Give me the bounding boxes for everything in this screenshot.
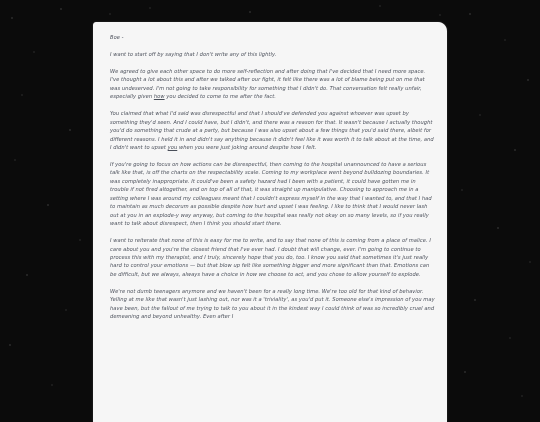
letter-page [93,22,447,422]
paragraph-3-text-b: when you were just joking around despite how I felt. [177,145,317,152]
underlined-word-you: you [167,145,178,152]
letter-paragraph-4: If you're going to focus on how actions can be disrespectful, then coming to the hospital unannounced to have a serious talk like that, is off the charts on the respectability scale. Coming to my workplace went beyond bulldozing boundaries. It was completely inappropriate. It could've been a safety hazard had I been with a patient, it could have gotten me in trouble if not fired altogether, and on top of all of that, it was straight up manipulative. Choosing to approach me in a setting where I was around my colleagues meant that I couldn't express myself in the way that I wanted to, and that I had to maintain as much decorum as possible despite how hurt and upset I was feeling. I like to think that I would never lash out at you in an explode-y way anyway, but coming to the hospital was really not okay on so many levels, so if you really want to talk about disrespect, then I think you should start there. [110,161,432,228]
letter-paragraph-2 [110,68,436,102]
letter-paragraph-3 [110,110,436,152]
letter-paragraph-5: I want to reiterate that none of this is easy for me to write, and to say that none of this is coming from a place of malice. I care about you and you're the closest friend that I've ever had. I doubt that will change, ever. I'm going to continue to process this with my therapist, and I truly, sincerely hope that you do, too. I know you said that sometimes it's just really hard to control your emotions — but that blow up felt like something bigger and more significant than that. Emotions can be difficult, but we always, always have a choice in how we choose to act, and you chose to allow yourself to explode. [110,238,431,278]
paragraph-2-text-a: We agreed to give each other space to do more self-reflection and after doing that I've decided that I need more space. I've thought a lot about this and after we talked after our fight, it felt like there was a lot of blame being put on me that was undeserved. I'm not going to take responsibility for something that I didn't do. That conversation felt really unfair, especially given [110,68,426,101]
paragraph-2-text-b: you decided to come to me after the fact. [164,94,276,101]
underlined-word-how: how [153,94,165,101]
letter-body [110,34,436,330]
letter-paragraph-1: I want to start off by saying that I don't write any of this lightly. [110,51,277,58]
letter-paragraph-6: We're not dumb teenagers anymore and we haven't been for a really long time. We're too old for that kind of behavior. Yelling at me like that wasn't just lashing out, nor was it a 'triviality', as you'd put it. Someone else's impression of you may have been, but the fallout of me trying to talk to you about it in the kindest way I could think of was so incredibly cruel and demeaning and beyond unhealthy. Even after I [110,288,435,321]
paragraph-3-text-a: You claimed that what I'd said was disrespectful and that I should've defended you against whoever was upset by something they'd seen. And I could have, but I didn't, and there was a reason for that. It wasn't because I actually thought you'd do something that crude at a party, but because I was also upset about a few things that you'd said there, albeit for different reasons. I held it in and didn't say anything because it didn't feel like it was worth it to talk about at the time, and I didn't want to upset [110,111,434,152]
letter-greeting: Boe - [110,35,124,41]
